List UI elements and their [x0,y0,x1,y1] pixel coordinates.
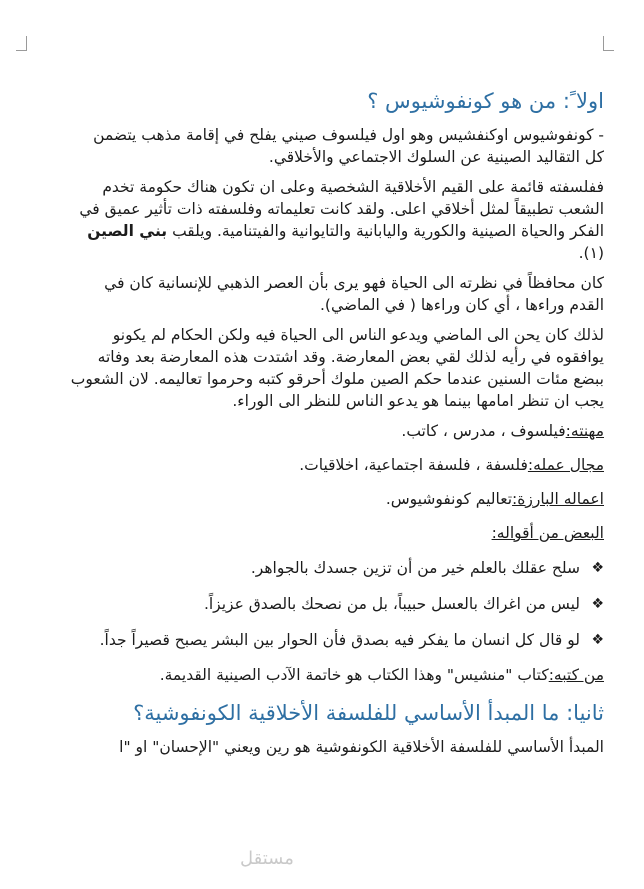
footnote-ref: (١). [578,244,604,262]
works-line [70,488,604,510]
crop-mark-top-left [16,36,27,51]
paragraph-conservative: كان محافظاً في نظرته الى الحياة فهو يرى بأن العصر الذهبي للإنسانية كان في القدم وراءها ، أي كان وراءها ( في الماضي). [104,274,604,314]
saying-text: ليس من اغراك بالعسل حبيباً، بل من نصحك بالصدق عزيزاً. [203,595,580,613]
bullet-diamond-icon: ❖ [591,596,604,612]
sayings-list [70,556,604,652]
bullet-diamond-icon: ❖ [591,560,604,576]
saying-item [70,556,604,580]
saying-text: سلح عقلك بالعلم خير من أن تزين جسدك بالجواهر. [250,559,580,577]
paragraph-intro: - كونفوشيوس اوكنفشيس وهو اول فيلسوف صيني يفلح في إقامة مذهب يتضمن كل التقاليد الصينية عن السلوك الاجتماعي والأخلاقي. [93,126,604,166]
bullet-diamond-icon: ❖ [591,632,604,648]
works-value: تعاليم كونفوشيوس. [385,490,513,508]
books-value: كتاب "منشيس" وهذا الكتاب هو خاتمة الآدب الصينية القديمة. [159,666,549,684]
paragraph-philosophy [70,176,604,264]
sayings-title: البعض من أقواله: [491,524,604,542]
paragraph-ren: المبدأ الأساسي للفلسفة الأخلاقية الكونفوشية هو رين ويعني "الإحسان" او "ا [119,738,604,756]
crop-mark-top-right [603,36,614,51]
watermark-logo: مستقل [240,848,294,869]
saying-item [70,592,604,616]
document-body [70,86,604,766]
paragraph-opposition: لذلك كان يحن الى الماضي ويدعو الناس الى الحياة فيه ولكن الحكام لم يكونو يوافقوه في رأيه لذلك لقي بعض المعارضة. وقد اشتدت هذه المعارضة بعد وفاته ببضع مئات السنين عندما حكم الصين ملوك أحرقو كتبه وحرموا تعاليمه. لان الشعوب يجب ان تنظر امامها بينما هو يدعو الناس للنظر الى الوراء. [70,326,604,410]
job-label: مهنته: [565,422,604,440]
books-line [70,664,604,686]
heading-who-is-confucius: اولا ً: من هو كونفوشيوس ؟ [367,89,604,113]
job-line [70,420,604,442]
books-label: من كتبه: [548,666,604,684]
field-value: فلسفة ، فلسفة اجتماعية، اخلاقيات. [299,456,528,474]
saying-text: لو قال كل انسان ما يفكر فيه بصدق فأن الحوار بين البشر يصبح قصيراً جداً. [99,631,580,649]
works-label: اعماله البارزة: [512,490,604,508]
field-line [70,454,604,476]
paragraph-philosophy-bold: بني الصين [87,222,168,240]
paragraph-philosophy-text: ففلسفته قائمة على القيم الأخلاقية الشخصية وعلى ان تكون هناك حكومة تخدم الشعب تطبيقاً لمثل أخلاقي اعلى. ولقد كانت تعليماته وفلسفته ذات تأثير عميق في الفكر والحياة الصينية والكورية واليابانية والتايوانية والفيتنامية. ويلقب [79,178,604,240]
saying-item [70,628,604,652]
heading-core-principle: ثانيا: ما المبدأ الأساسي للفلسفة الأخلاقية الكونفوشية؟ [133,701,604,725]
job-value: فيلسوف ، مدرس ، كاتب. [401,422,566,440]
field-label: مجال عمله: [527,456,604,474]
